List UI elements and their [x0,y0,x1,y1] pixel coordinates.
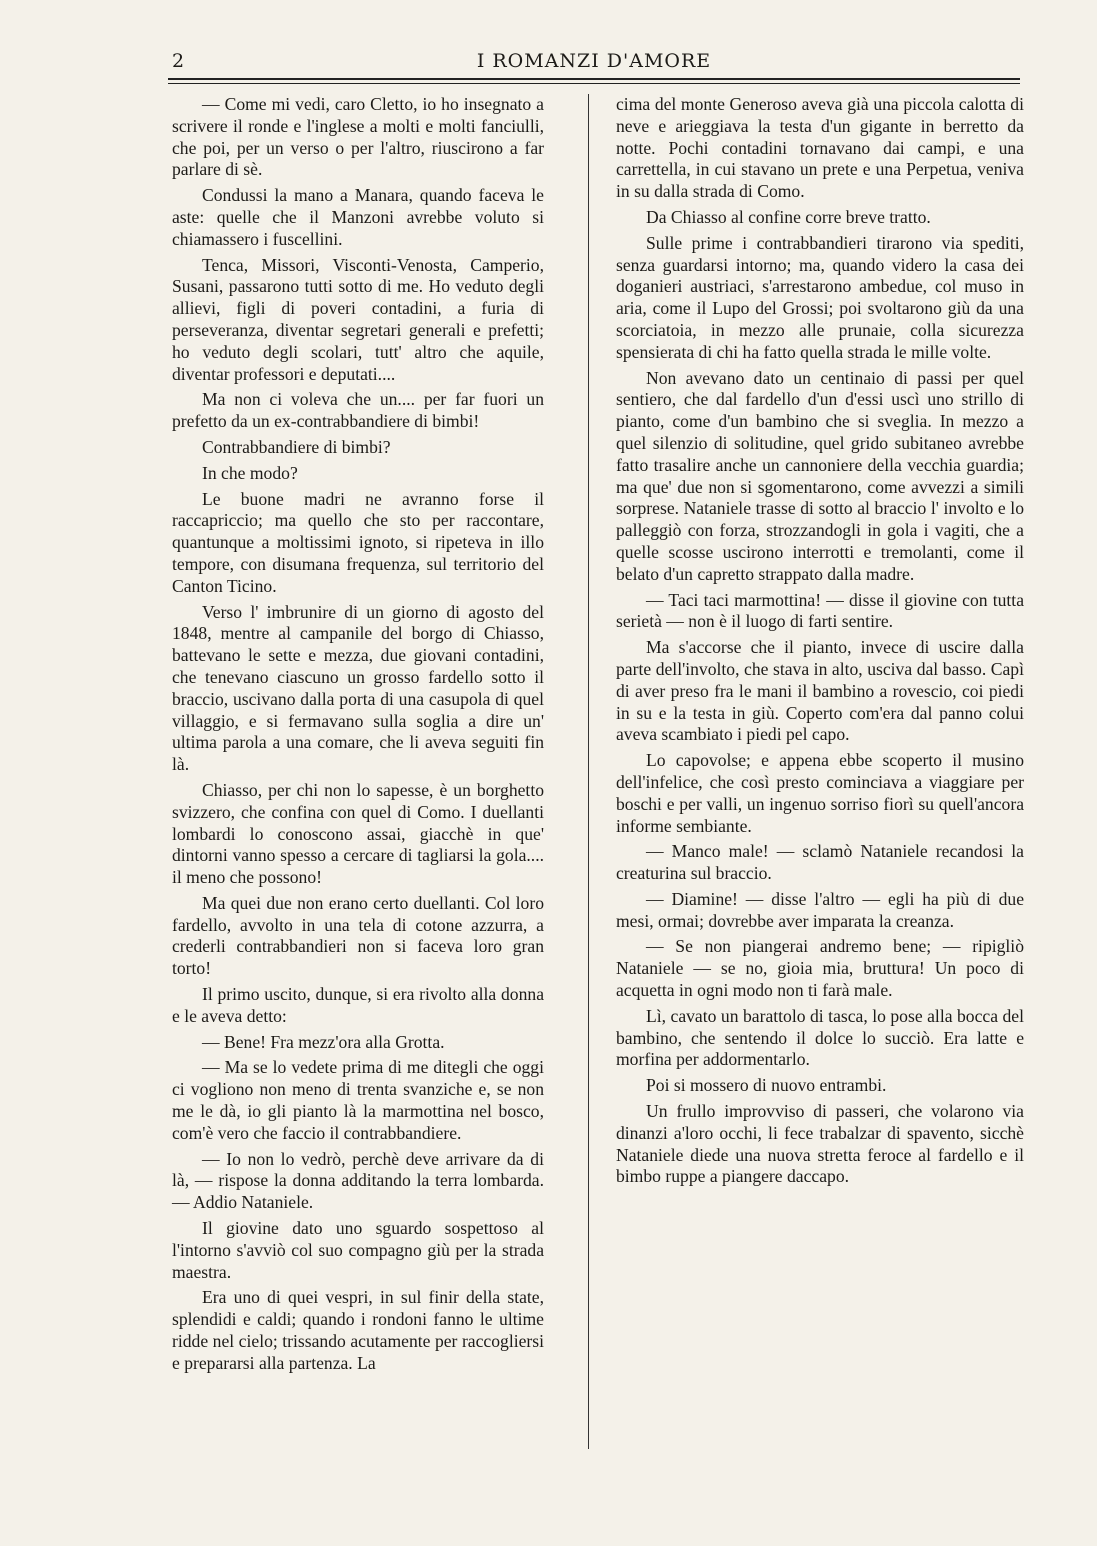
paragraph: Ma non ci voleva che un.... per far fuori un prefetto da un ex-contrabbandiere di bimbi! [172,389,544,432]
paragraph: Tenca, Missori, Visconti-Venosta, Camperio, Susani, passarono tutti sotto di me. Ho veduto degli allievi, figli di poveri contadini, a furia di perseveranza, diventar segretari generali e prefetti; ho veduto degli scolari, tutt' altro che aquile, diventar professori e deputati.... [172,254,544,384]
paragraph: Da Chiasso al confine corre breve tratto. [646,206,931,227]
running-title: I ROMANZI D'AMORE [476,50,712,72]
paragraph: Contrabbandiere di bimbi? [202,436,391,457]
paragraph: — Io non lo vedrò, perchè deve arrivare da di là, — rispose la donna additando la terra lombarda. — Addio Nataniele. [172,1148,544,1213]
paragraph: Verso l' imbrunire di un giorno di agosto del 1848, mentre al campanile del borgo di Chiasso, battevano le sette e mezza, due giovani contadini, che tenevano ciascuno un grosso fardello sotto il braccio, uscivano dalla porta di una casupola di quel villaggio, e si fermavano sulla soglia a dire un' ultima parola a una comare, che li aveva seguiti fin là. [172,601,544,775]
paragraph: — Ma se lo vedete prima di me ditegli che oggi ci vogliono non meno di trenta svanziche e, se non me le dà, io gli pianto là la marmottina nel bosco, com'è vero che faccio il contrabbandiere. [172,1057,544,1143]
page-header [168,44,1020,86]
paragraph: — Taci taci marmottina! — disse il giovine con tutta serietà — non è il luogo di farti sentire. [616,589,1024,632]
paragraph: Poi si mossero di nuovo entrambi. [646,1075,887,1096]
paragraph: In che modo? [202,462,298,483]
paragraph: — Diamine! — disse l'altro — egli ha più di due mesi, ormai; dovrebbe aver imparata la creanza. [616,888,1024,931]
left-column [172,94,544,1379]
paragraph: — Bene! Fra mezz'ora alla Grotta. [202,1031,445,1052]
paragraph: Ma s'accorse che il pianto, invece di uscire dalla parte dell'involto, che stava in alto, usciva dal basso. Capì di aver preso fra le mani il bambino a rovescio, coi piedi in su e la testa in giù. Coperto com'era dal panno colui aveva scambiato i piedi pel capo. [616,637,1024,745]
paragraph: cima del monte Generoso aveva già una piccola calotta di neve e arieggiava la testa d'un gigante in berretto da notte. Pochi contadini tornavano dai campi, e una carrettella, in cui stavano un prete e una Perpetua, veniva in su dalla strada di Como. [616,94,1024,202]
paragraph: Ma quei due non erano certo duellanti. Col loro fardello, avvolto in una tela di cotone azzurra, a crederli contrabbandieri non si faceva loro gran torto! [172,892,544,979]
paragraph: Sulle prime i contrabbandieri tirarono via spediti, senza guardarsi intorno; ma, quando videro la casa dei doganieri austriaci, s'arrestarono ambedue, col muso in aria, come il Lupo del Grossi; poi svoltarono giù da una scorciatoia, in mezzo alle prunaie, colla sicurezza spensierata di chi ha fatto quella strada le mille volte. [616,232,1024,362]
paragraph: Chiasso, per chi non lo sapesse, è un borghetto svizzero, che confina con quel di Como. I duellanti lombardi lo conoscono assai, giacchè in que' dintorni vanno spesso a cercare di tagliarsi la gola.... il meno che possono! [172,779,544,888]
header-rule [168,78,1020,80]
paragraph: Condussi la mano a Manara, quando faceva le aste: quelle che il Manzoni avrebbe voluto si chiamassero i fuscellini. [172,185,544,249]
paragraph: — Come mi vedi, caro Cletto, io ho insegnato a scrivere il ronde e l'inglese a molti e molti fanciulli, che poi, per un verso o per l'altro, riuscirono a far parlare di sè. [172,94,544,180]
paragraph: Il giovine dato uno sguardo sospettoso al l'intorno s'avviò col suo compagno giù per la strada maestra. [172,1218,544,1282]
paragraph: Un frullo improvviso di passeri, che volarono via dinanzi a'loro occhi, li fece trabalzar di spavento, sicchè Nataniele diede una nuova stretta feroce al fardello e il bimbo ruppe a piangere daccapo. [616,1101,1024,1187]
column-divider [588,94,589,1449]
paragraph: — Se non piangerai andremo bene; — ripigliò Nataniele — se no, gioia mia, bruttura! Un poco di acquetta in ogni modo non ti farà male. [616,936,1024,1001]
right-column [616,94,1024,1192]
paragraph: Lo capovolse; e appena ebbe scoperto il musino dell'infelice, che così presto cominciava a viaggiare per boschi e per valli, un ingenuo sorriso fiorì su quell'ancora informe sembiante. [616,750,1024,836]
paragraph: Non avevano dato un centinaio di passi per quel sentiero, che dal fardello d'un d'essi uscì uno strillo di pianto, come d'un bambino che si sveglia. In mezzo a quel silenzio di solitudine, quel grido subitaneo avrebbe fatto trasalire anche un cannoniere della vecchia guardia; ma que' due non si sgomentarono, come avvezzi a simili sorprese. Nataniele trasse di sotto al braccio l' involto e lo palleggiò con forza, strozzandogli in gola i vagiti, che a quelle scosse uscirono interrotti e tremolanti, come il belato d'un capretto strappato dalla madre. [616,367,1024,584]
paragraph: — Manco male! — sclamò Nataniele recandosi la creaturina sul braccio. [616,841,1024,884]
paragraph: Il primo uscito, dunque, si era rivolto alla donna e le aveva detto: [172,984,544,1026]
paragraph: Lì, cavato un barattolo di tasca, lo pose alla bocca del bambino, che sentendo il dolce lo succiò. Era latte e morfina per addormentarlo. [616,1005,1024,1070]
paragraph: Le buone madri ne avranno forse il raccapriccio; ma quello che sto per raccontare, quantunque a moltissimi ignoto, si ripeteva in illo tempore, con disumana frequenza, sul territorio del Canton Ticino. [172,488,544,596]
page-number: 2 [172,50,185,72]
header-rule-thin [168,83,1020,84]
paragraph: Era uno di quei vespri, in sul finir della state, splendidi e caldi; quando i rondoni fanno le ultime ridde nel cielo; trissando acutamente per raccogliersi e prepararsi alla partenza. La [172,1287,544,1373]
